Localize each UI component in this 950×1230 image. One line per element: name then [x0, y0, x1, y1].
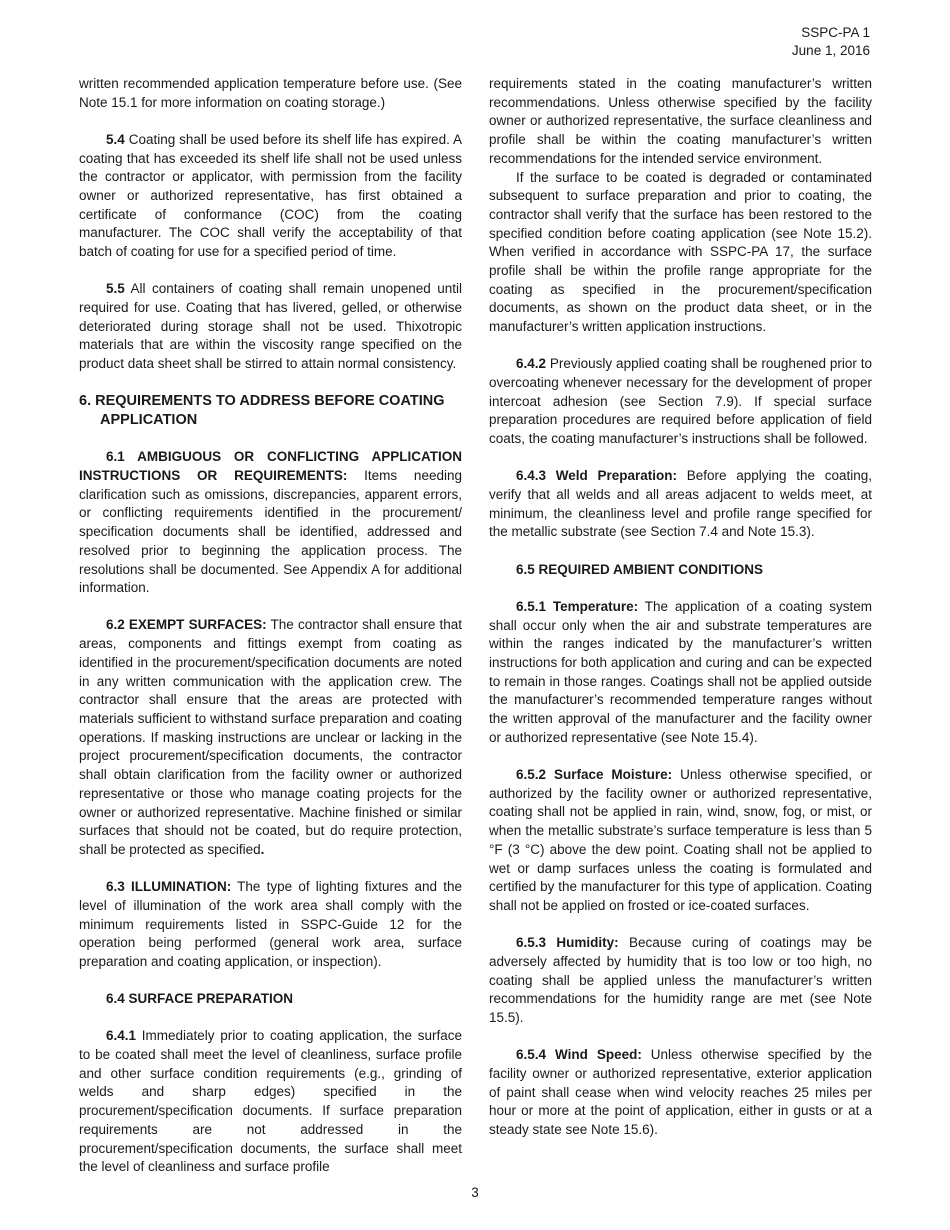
section-6-1 [79, 448, 462, 598]
section-heading-inline: 6.5.3 Humidity: [516, 935, 619, 951]
section-heading-inline: 6.2 EXEMPT SURFACES: [106, 617, 267, 633]
section-heading-inline: 6.1 AMBIGUOUS OR CONFLICTING APPLICATION INSTRUCTIONS OR REQUIREMENTS: [79, 449, 462, 484]
degraded-surface-paragraph: If the surface to be coated is degraded or contaminated subsequent to surface preparation and prior to coating, the contractor shall verify that the surface has been restored to the specified condition before coating application (see Note 15.2). When verified in accordance with SSPC-PA 17, the surface profile shall be within the profile range appropriate for the coating as specified in the procurement/specification documents, as shown on the product data sheet, or in the manufacturer’s written application instructions. [489, 169, 872, 335]
section-text: Coating shall be used before its shelf life has expired. A coating that has exceeded its shelf life shall not be used unless the contractor or applicator, with permission from the facility owner or authorized representative, has first obtained a certificate of conformance (COC) from the coating manufacturer. The COC shall verify the acceptability of that batch of coating for use for a specified period of time. [79, 131, 462, 260]
right-column [489, 75, 872, 1140]
section-text: The contractor shall ensure that areas, components and fittings exempt from coating as identified in the procurement/specification documents are noted in any written communication with the application crew. The contractor shall ensure that the areas are protected with materials sufficient to withstand surface preparation and coating operations. If masking instructions are unclear or lacking in the project procurement/specification documents, the contractor shall obtain clarification from the facility owner or authorized representative or those who manage coating projects for the owner or authorized representative. Machine finished or similar surfaces that should not be coated, but do require protection, shall be protected as specified [79, 617, 462, 857]
left-column [79, 75, 462, 1177]
section-6-5-3 [489, 934, 872, 1028]
section-text: Unless otherwise specified by the facility owner or authorized representative, exterior application of paint shall cease when wind velocity reaches 25 miles per hour or more at the point of application, either in gusts or at a steady state see Note 15.6). [489, 1047, 872, 1137]
section-6-4-heading: 6.4 SURFACE PREPARATION [106, 991, 294, 1007]
section-text: Unless otherwise specified, or authorized by the facility owner or authorized representative, coating shall not be applied in rain, wind, snow, fog, or mist, or when the metallic substrate’s surface temperature is less than 5 °F (3 °C) above the dew point. Coating shall not be applied to wet or damp surfaces unless the coating is formulated and certified by the manufacturer for this type of application. Coating shall not be applied on frosted or ice-coated surfaces. [489, 767, 872, 913]
section-5-4 [79, 131, 462, 262]
section-number: 5.5 [106, 281, 125, 297]
section-heading-inline: 6.5.4 Wind Speed: [516, 1047, 642, 1063]
section-number: 5.4 [106, 131, 125, 147]
continued-paragraph: written recommended application temperature before use. (See Note 15.1 for more information on coating storage.) [79, 76, 462, 110]
section-heading-inline: 6.4.3 Weld Preparation: [516, 468, 677, 484]
section-number: 6.4.2 [516, 356, 547, 372]
section-text: All containers of coating shall remain unopened until required for use. Coating that has livered, gelled, or otherwise deteriorated during storage shall not be used. Thixotropic materials that are within the viscosity range specified on the product data sheet shall be stirred to attain normal consistency. [79, 281, 462, 372]
section-text: Immediately prior to coating application, the surface to be coated shall meet the level of cleanliness, surface profile and other surface condition requirements (e.g., grinding of welds and sharp edges) specified in the procurement/specification documents. If surface preparation requirements are not addressed in the procurement/specification documents, the surface shall meet the level of cleanliness and surface profile [79, 1028, 462, 1175]
section-6-heading: 6. REQUIREMENTS TO ADDRESS BEFORE COATING APPLICATION [79, 392, 445, 428]
section-heading-inline: 6.5.2 Surface Moisture: [516, 767, 673, 782]
page-number: 3 [471, 1185, 479, 1200]
section-6-4-1 [79, 1027, 462, 1177]
section-6-5-heading: 6.5 REQUIRED AMBIENT CONDITIONS [516, 561, 764, 577]
section-6-5-1 [489, 598, 872, 748]
section-text: Before applying the coating, verify that all welds and all areas adjacent to welds meet, at minimum, the cleanliness level and profile range specified for the metallic substrate (see Section 7.4 and Note 15.3). [489, 468, 872, 540]
section-number: 6.4.1 [106, 1028, 137, 1044]
section-6-2 [79, 616, 462, 859]
section-6-5-4 [489, 1046, 872, 1140]
document-id: SSPC-PA 1 [801, 25, 870, 40]
period: . [260, 841, 265, 857]
section-text: The type of lighting fixtures and the level of illumination of the work area shall comply with the minimum requirements listed in SSPC-Guide 12 for the operation being performed (general work area, surface preparation and coating application, or inspection). [79, 879, 462, 969]
section-5-5 [79, 280, 462, 374]
section-6-5-2 [489, 766, 872, 916]
page-header [792, 24, 870, 60]
section-text: Items needing clarification such as omissions, discrepancies, apparent errors, or conflicting requirements identified in the procurement/ specification documents shall be identified, addressed and resolved prior to beginning the application process. The resolutions shall be documented. See Appendix A for additional information. [79, 468, 462, 596]
continued-paragraph: requirements stated in the coating manufacturer’s written recommendations. Unless otherwise specified by the facility owner or authorized representative, the surface cleanliness and profile shall be within the coating manufacturer’s written recommendations for the intended service environment. [489, 76, 872, 166]
section-heading-inline: 6.5.1 Temperature: [516, 598, 639, 614]
section-text: Because curing of coatings may be adversely affected by humidity that is too low or too high, no coating shall be applied unless the manufacturer’s written recommendations for the humidity range are met (see Note 15.5). [489, 935, 872, 1025]
section-6-4-2 [489, 355, 872, 449]
section-6-4-3 [489, 467, 872, 542]
section-text: The application of a coating system shall occur only when the air and substrate temperatures are within the ranges indicated by the manufacturer’s written instructions for both application and curing and can be expected to remain in those ranges. Coatings shall not be applied outside the manufacturer’s recommended temperature ranges without the written approval of the manufacturer and the facility owner or authorized representative (see Note 15.4). [489, 598, 872, 745]
section-6-3 [79, 878, 462, 972]
document-date: June 1, 2016 [791, 43, 870, 58]
section-heading-inline: 6.3 ILLUMINATION: [106, 879, 232, 895]
section-text: Previously applied coating shall be roughened prior to overcoating whenever necessary for the development of proper intercoat adhesion (see Section 7.9). If special surface preparation procedures are required before application of field coats, the coating manufacturer’s instructions shall be followed. [489, 356, 872, 447]
